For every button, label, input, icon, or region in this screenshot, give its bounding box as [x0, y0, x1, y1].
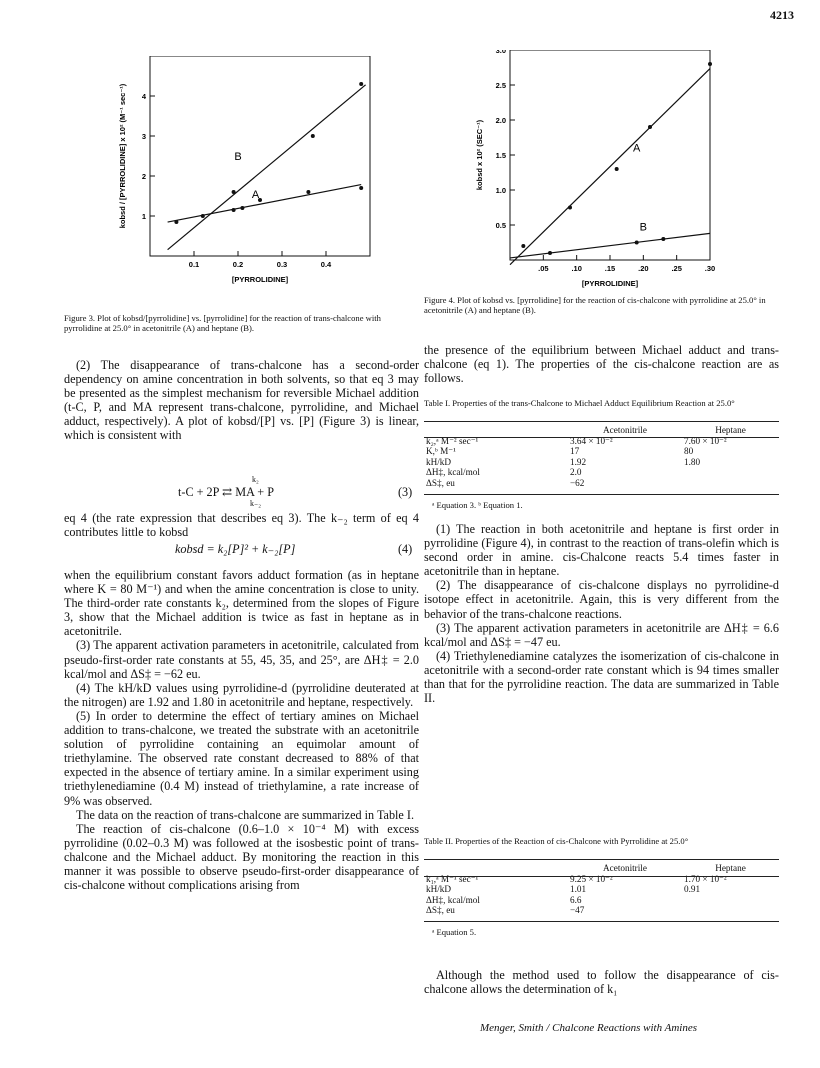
series-A-point: [240, 206, 244, 210]
figure-3-caption: Figure 3. Plot of kobsd/[pyrrolidine] vs. [pyrrolidine] for the reaction of trans-chalcone with pyrrolidine at 25.0° in acetonitrile (A) and heptane (B).: [64, 313, 381, 334]
x-axis-label: [PYRROLIDINE]: [231, 275, 289, 284]
series-B-point: [635, 241, 639, 245]
table-1-header-row: [424, 424, 779, 436]
table-1-cell: 7.60 × 10⁻²: [684, 436, 727, 446]
series-A-label: A: [632, 142, 641, 155]
paragraph-2: [64, 358, 419, 443]
y-tick-label: 4: [141, 92, 146, 101]
table-1-rule-bottom: [424, 494, 779, 495]
equation-4-number: (4): [398, 542, 413, 556]
series-A-point: [232, 208, 236, 212]
y-tick-label: 2.0: [495, 116, 506, 125]
table-2-header: Heptane: [715, 863, 746, 873]
equation-4: kobsd = k₂[P]² + k₋₂[P]: [175, 542, 296, 556]
series-A-point: [615, 167, 619, 171]
after-eq3: [64, 511, 419, 539]
x-tick-label: .25: [671, 264, 682, 273]
x-tick-label: .10: [571, 264, 582, 273]
series-B-point: [311, 134, 315, 138]
y-tick-label: 0.5: [495, 221, 506, 230]
item-2: (2) The disappearance of cis-chalcone displays no pyrrolidine-d isotope effect in acetonitrile. Again, this is very different from the behavior of the trans-chalcone reactions.: [424, 578, 779, 621]
table-2-cell: k₁,ᵃ M⁻¹ sec⁻¹: [426, 874, 479, 884]
equation-3-k-reverse: k₋₂: [250, 499, 262, 508]
table-1-row: [424, 457, 779, 467]
x-axis-label: [PYRROLIDINE]: [581, 279, 639, 288]
table-2-cell: ΔH‡, kcal/mol: [426, 894, 480, 905]
series-B-fit-line: [168, 85, 366, 250]
item-3: (3) The apparent activation parameters in acetonitrile are ΔH‡ = 6.6 kcal/mol and ΔS‡ = −47 eu.: [424, 620, 779, 649]
table-2-cell: 6.6: [570, 894, 582, 905]
y-tick-label: 1: [141, 212, 146, 221]
page-number: 4213: [770, 8, 794, 22]
after-eq4-text: when the equilibrium constant favors adduct formation (as in heptane where K = 80 M⁻¹) and when the amine concentration is close to unity. The third-order rate constants k₂, determined from the slopes of Figure 3, show that the Michael addition is twice as fast in heptane as in acetonitrile.: [64, 568, 419, 639]
paragraph-5: (5) In order to determine the effect of tertiary amines on Michael addition to trans-chalcone, we treated the substrate with an acetonitrile solution of pyrrolidine containing an equimolar amount of triethylamine. The observed rate constant decreased to 88% of that expected in the absence of tertiary amine. In a similar experiment using triethylenediamine (0.4 M) instead of triethylamine, a rate increase of 9% was observed.: [64, 708, 419, 808]
table-1-cell: 1.92: [570, 456, 587, 467]
x-tick-label: 0.2: [232, 260, 244, 269]
series-A-point: [708, 62, 712, 66]
table-1-cell: k₂,ᵃ M⁻² sec⁻¹: [426, 436, 479, 446]
equation-3-body: t-C + 2P ⇄ MA + P: [178, 485, 274, 499]
paragraph-6: The data on the reaction of trans-chalcone are summarized in Table I.: [76, 807, 414, 822]
y-axis-label: kobsd x 10² (SEC⁻¹): [475, 119, 484, 191]
y-tick-label: 2: [141, 172, 146, 181]
y-tick-label: 3: [141, 132, 146, 141]
table-1-cell: 3.64 × 10⁻²: [570, 436, 613, 446]
right-intro-text: the presence of the equilibrium between Michael adduct and trans-chalcone (eq 1). The properties of the cis-chalcone reaction are as follows.: [424, 343, 779, 386]
y-tick-label: 1.5: [495, 151, 506, 160]
figure-4-chart: [470, 50, 730, 290]
left-continued: [64, 568, 419, 892]
x-tick-label: 0.4: [320, 260, 332, 269]
y-tick-label: 2.5: [495, 81, 506, 90]
table-2-cell: 9.25 × 10⁻²: [570, 874, 613, 884]
table-2-cell: 1.70 × 10⁻²: [684, 874, 727, 884]
table-2-rule-bottom: [424, 921, 779, 922]
table-1-cell: 80: [684, 446, 694, 457]
table-1-header: Acetonitrile: [603, 425, 647, 435]
table-1-cell: [682, 478, 779, 488]
y-tick-label: 1.0: [495, 186, 506, 195]
equation-3-number: (3): [398, 485, 413, 499]
equation-3-k-forward: k₂: [252, 475, 259, 484]
table-2-header: Acetonitrile: [603, 863, 647, 873]
item-4: (4) Triethylenediamine catalyzes the isomerization of cis-chalcone in acetonitrile with a second-order rate constant which is 94 times smaller than that for the pyrrolidine reaction. The data are summarized in Table II.: [424, 648, 779, 706]
series-A-fit-line: [168, 185, 362, 222]
series-A-fit-line: [510, 69, 710, 265]
running-footer: Menger, Smith / Chalcone Reactions with Amines: [480, 1022, 698, 1034]
series-A-point: [201, 214, 205, 218]
table-1-cell: ΔS‡, eu: [426, 477, 455, 488]
series-B-point: [232, 190, 236, 194]
table-1-header: [424, 424, 568, 436]
table-1: [424, 424, 779, 488]
table-1-cell: kH/kD: [426, 456, 452, 467]
x-tick-label: .20: [638, 264, 649, 273]
right-intro: [424, 343, 779, 385]
table-1-cell: 2.0: [570, 467, 582, 478]
table-2-cell: [682, 905, 779, 915]
table-2-row: [424, 895, 779, 905]
table-2-cell: 0.91: [684, 884, 701, 895]
figure-3-chart: [110, 56, 380, 306]
y-tick-label: 3.0: [495, 50, 506, 55]
paragraph-4: (4) The kH/kD values using pyrrolidine-d (pyrrolidine deuterated at the nitrogen) are 1.92 and 1.80 in acetonitrile and heptane, respectively.: [64, 680, 419, 709]
series-A-point: [306, 190, 310, 194]
series-B-fit-line: [510, 233, 710, 258]
table-2-header-row: [424, 862, 779, 874]
x-tick-label: .05: [538, 264, 549, 273]
x-tick-label: .30: [704, 264, 716, 273]
table-2-cell: ΔS‡, eu: [426, 905, 455, 916]
table-1-cell: [682, 467, 779, 477]
table-1-row: [424, 446, 779, 456]
table-1-cell: 17: [570, 446, 580, 457]
table-1-rule-header: [424, 437, 779, 438]
series-B-point: [661, 237, 665, 241]
table-2-title: Table II. Properties of the Reaction of cis-Chalcone with Pyrrolidine at 25.0°: [424, 836, 689, 846]
series-A-point: [174, 220, 178, 224]
table-1-row: [424, 478, 779, 488]
paragraph-7: The reaction of cis-chalcone (0.6–1.0 × 10⁻⁴ M) with excess pyrrolidine (0.02–0.3 M) was followed at the isosbestic point of trans-chalcone and the Michael adduct. By monitoring the reaction in this manner it was possible to observe pseudo-first-order disappearance of cis-chalcone without complications arising from: [64, 821, 419, 893]
series-A-label: A: [251, 189, 260, 201]
series-A-point: [568, 206, 572, 210]
series-A-point: [648, 125, 652, 129]
table-1-row: [424, 467, 779, 477]
x-tick-label: 0.3: [276, 260, 288, 269]
x-tick-label: 0.1: [188, 260, 200, 269]
figure-3-plot: [110, 56, 380, 306]
table-2: [424, 862, 779, 916]
table-2-cell: −47: [570, 905, 585, 916]
table-2-rule-header: [424, 876, 779, 877]
plot-frame: [510, 50, 710, 260]
table-1-cell: ΔH‡, kcal/mol: [426, 467, 480, 478]
series-B-point: [548, 251, 552, 255]
x-tick-label: .15: [604, 264, 616, 273]
table-2-row: [424, 905, 779, 915]
right-closing: [424, 968, 779, 996]
paragraph-2-text: (2) The disappearance of trans-chalcone has a second-order dependency on amine concentration in both solvents, so that eq 3 may be presented as the simplest mechanism for reversible Michael addition (t-C, P, and MA represent trans-chalcone, pyrrolidine, and Michael adduct, respectively). A plot of kobsd/[P] vs. [P] (Figure 3) is linear, which is consistent with: [64, 358, 419, 443]
table-2-rule-top: [424, 859, 779, 860]
y-axis-label: kobsd / [PYRROLIDINE] x 10² (M⁻¹ sec⁻¹): [118, 83, 127, 229]
series-B-point: [359, 82, 363, 86]
table-1-rule-top: [424, 421, 779, 422]
table-1-title: Table I. Properties of the trans-Chalcone to Michael Adduct Equilibrium Reaction at 25.0°: [424, 398, 735, 408]
series-B-label: B: [639, 221, 648, 234]
plot-frame: [150, 56, 370, 256]
series-A-point: [359, 186, 363, 190]
table-2-cell: 1.01: [570, 884, 587, 895]
table-1-cell: −62: [570, 477, 585, 488]
series-B-label: B: [234, 151, 242, 163]
table-2-cell: [682, 895, 779, 905]
table-2-row: [424, 884, 779, 894]
table-1-header: Heptane: [715, 425, 746, 435]
item-1: (1) The reaction in both acetonitrile and heptane is first order in pyrrolidine (Figure 4), in contrast to the reaction of trans-olefin which is second order in amine. cis-Chalcone reacts 5.4 times faster in acetonitrile than in heptane.: [424, 522, 779, 579]
figure-4-plot: [470, 50, 730, 290]
right-items: [424, 522, 779, 705]
table-2-header: [424, 862, 568, 874]
table-1-footnote: ᵃ Equation 3. ᵇ Equation 1.: [432, 500, 523, 510]
paragraph-3: (3) The apparent activation parameters in acetonitrile, calculated from pseudo-first-order rate constants at 55, 45, 35, and 25°, are ΔH‡ = 2.0 kcal/mol and ΔS‡ = −62 eu.: [64, 638, 419, 681]
equation-3: [178, 475, 378, 508]
table-1-cell: 1.80: [684, 456, 701, 467]
after-eq3-text: eq 4 (the rate expression that describes eq 3). The k₋₂ term of eq 4 contributes little to kobsd: [64, 511, 419, 540]
series-A-point: [521, 244, 525, 248]
table-2-footnote: ᵃ Equation 5.: [432, 927, 477, 937]
closing-text: Although the method used to follow the disappearance of cis-chalcone allows the determination of k₁: [424, 968, 779, 997]
table-1-cell: K,ᵇ M⁻¹: [426, 446, 456, 457]
table-2-cell: kH/kD: [426, 884, 452, 895]
figure-4-caption: Figure 4. Plot of kobsd vs. [pyrrolidine] for the reaction of cis-chalcone with pyrrolidine at 25.0° in acetonitrile (A) and heptane (B).: [424, 295, 766, 316]
